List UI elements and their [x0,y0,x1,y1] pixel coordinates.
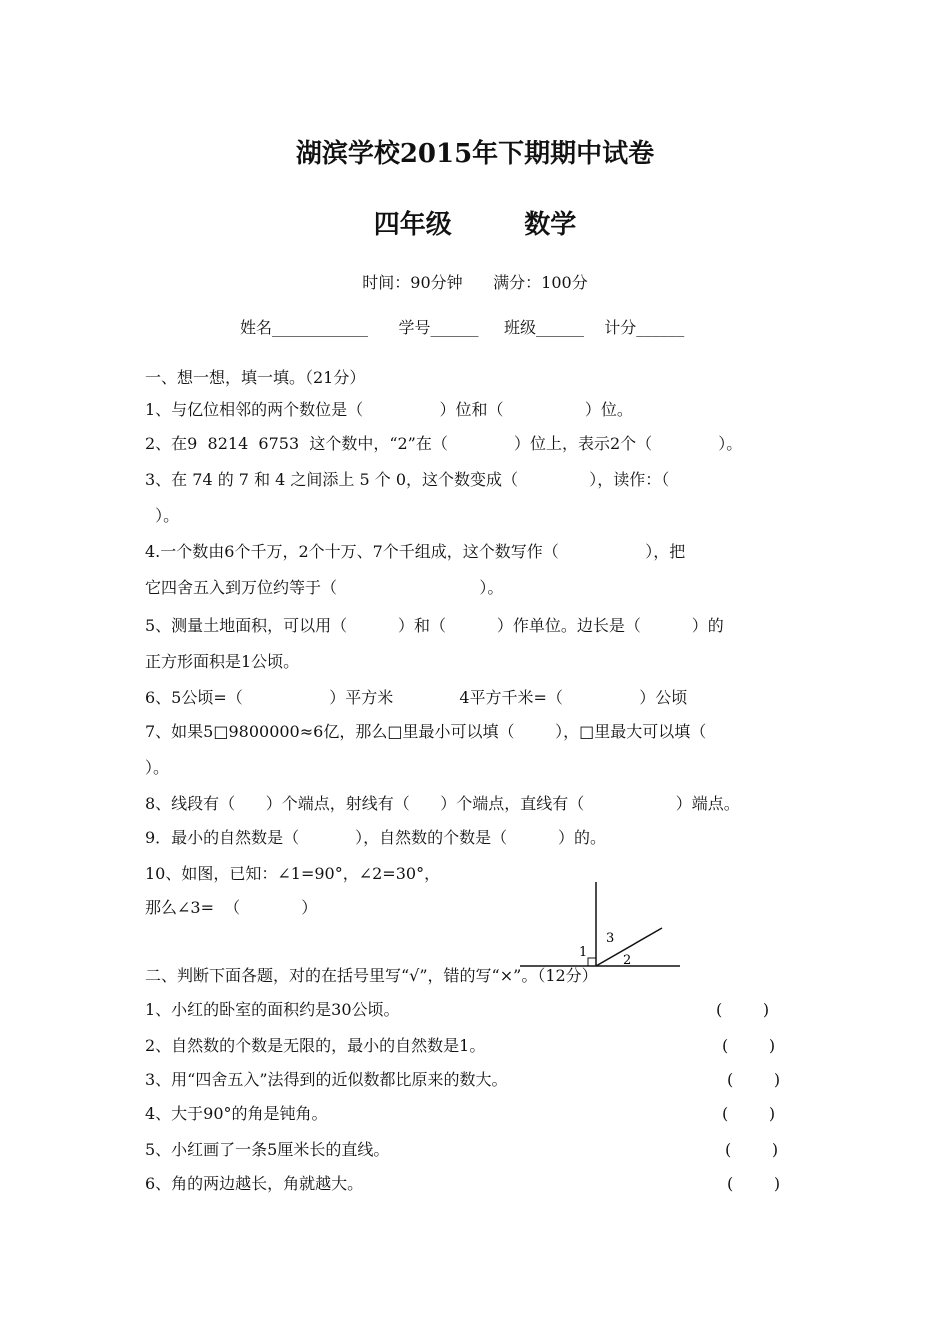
question-line: 那么∠3= （ ） [145,898,318,917]
section1-heading: 一、想一想，填一填。（21分） [145,368,366,387]
answer-paren[interactable]: ( ) [725,1140,779,1159]
question-line: ）。 [145,506,180,525]
section2-heading: 二、判断下面各题，对的在括号里写“√”，错的写“×”。（12分） [145,966,598,985]
judge-item-text: 1、小红的卧室的面积约是30公顷。 [145,1000,400,1019]
angle-label-1: 1 [579,945,588,960]
judge-item-text: 5、小红画了一条5厘米长的直线。 [145,1140,390,1159]
exam-meta: 时间：90分钟 满分：100分 [362,273,588,292]
question-line: 2、在9 8214 6753 这个数中，“2”在（ ）位上，表示2个（ ）。 [145,434,743,453]
question-line: 6、5公顷=（ ）平方米 4平方千米=（ ）公顷 [145,688,688,707]
question-line: 10、如图，已知：∠1=90°，∠2=30°， [145,864,441,883]
question-line: 8、线段有（ ）个端点，射线有（ ）个端点，直线有（ ）端点。 [145,794,740,813]
question-line: 4.一个数由6个千万，2个十万、7个千组成，这个数写作（ ），把 [145,542,686,561]
angle-label-3: 3 [606,931,615,946]
answer-paren[interactable]: ( ) [716,1000,770,1019]
question-line: ）。 [145,758,170,777]
judge-item-text: 2、自然数的个数是无限的，最小的自然数是1。 [145,1036,486,1055]
answer-paren[interactable]: ( ) [722,1036,776,1055]
answer-paren[interactable]: ( ) [727,1174,781,1193]
question-line: 5、测量土地面积，可以用（ ）和（ ）作单位。边长是（ ）的 [145,616,724,635]
answer-paren[interactable]: ( ) [727,1070,781,1089]
question-line: 它四舍五入到万位约等于（ ）。 [145,578,504,597]
judge-item-text: 6、角的两边越长，角就越大。 [145,1174,364,1193]
exam-title: 湖滨学校2015年下期期中试卷 [295,139,655,169]
angle-figure [520,878,680,978]
judge-item-text: 3、用“四舍五入”法得到的近似数都比原来的数大。 [145,1070,508,1089]
question-line: 1、与亿位相邻的两个数位是（ ）位和（ ）位。 [145,400,633,419]
question-line: 正方形面积是1公顷。 [145,652,300,671]
question-line: 9．最小的自然数是（ ），自然数的个数是（ ）的。 [145,828,606,847]
exam-subtitle: 四年级 数学 [373,210,577,240]
student-info: 姓名____________ 学号______ 班级______ 计分______ [240,318,685,337]
question-line: 7、如果5□9800000≈6亿，那么□里最小可以填（ ），□里最大可以填（ [145,722,707,741]
judge-item-text: 4、大于90°的角是钝角。 [145,1104,328,1123]
angle-label-2: 2 [623,953,632,968]
question-line: 3、在 74 的 7 和 4 之间添上 5 个 0，这个数变成（ ），读作：（ [145,470,670,489]
answer-paren[interactable]: ( ) [722,1104,776,1123]
